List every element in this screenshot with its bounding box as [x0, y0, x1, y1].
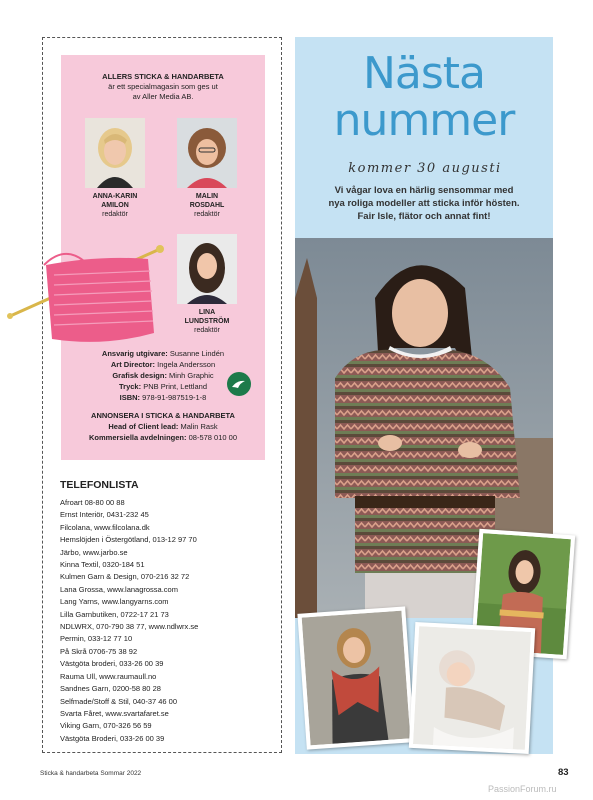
phone-list-item: Lilla Garnbutiken, 0722-17 21 73: [60, 609, 169, 619]
ads-value: Malin Rask: [180, 422, 218, 431]
phone-list-item: På Skrå 0706-75 38 92: [60, 646, 138, 656]
phone-list-item: Ernst Interiör, 0431-232 45: [60, 510, 149, 520]
editor-photo: [177, 118, 237, 188]
editor-role: redaktör: [102, 211, 128, 218]
phone-list-title: TELEFONLISTA: [60, 479, 139, 491]
publisher-name: ALLERS STICKA & HANDARBETA: [102, 72, 224, 81]
credit-label: Ansvarig utgivare:: [101, 349, 168, 358]
editor-lastname: ROSDAHL: [189, 202, 225, 209]
editor-photo: [177, 234, 237, 304]
publisher-line: av Aller Media AB.: [132, 92, 194, 101]
editor-card: [172, 118, 242, 219]
thumbnail-red-scarf: [297, 606, 414, 749]
next-issue-title: [295, 50, 553, 144]
phone-list-item: Sandnes Garn, 0200-58 80 28: [60, 684, 161, 694]
phone-list-item: Svarta Fåret, www.svartafaret.se: [60, 708, 169, 718]
magazine-footer: Sticka & handarbeta Sommar 2022: [40, 770, 142, 777]
phone-list-item: Lana Grossa, www.lanagrossa.com: [60, 584, 178, 594]
credit-label: Tryck:: [119, 382, 142, 391]
advertising-block: [61, 410, 265, 443]
credit-label: Art Director:: [110, 360, 156, 369]
editor-firstname: MALIN: [195, 193, 219, 200]
credit-label: Grafisk design:: [112, 371, 167, 380]
editor-lastname: AMILON: [101, 202, 129, 209]
title-line: Nästa: [362, 48, 485, 99]
editor-card: [172, 234, 242, 335]
ads-label: Kommersiella avdelningen:: [88, 433, 187, 442]
phone-list-item: Hemslöjden i Östergötland, 013-12 97 70: [60, 535, 197, 545]
credit-value: PNB Print, Lettland: [143, 382, 207, 391]
editor-role: redaktör: [194, 327, 220, 334]
teaser-line: nya roliga modeller att sticka inför hösten.: [328, 198, 520, 209]
phone-list-item: Selfmade/Stoff & Stil, 040-37 46 00: [60, 696, 178, 706]
publisher-line: är ett specialmagasin som ges ut: [108, 82, 218, 91]
publisher-info: [61, 72, 265, 102]
teaser-line: Fair Isle, flätor och annat fint!: [357, 211, 491, 222]
ads-title: ANNONSERA I STICKA & HANDARBETA: [91, 411, 235, 420]
knitting-illustration: [4, 235, 164, 355]
credit-value: 978-91-987519-1-8: [142, 393, 207, 402]
editor-lastname: LUNDSTRÖM: [184, 318, 230, 325]
ads-value: 08-578 010 00: [188, 433, 237, 442]
watermark: PassionForum.ru: [488, 784, 557, 794]
phone-list-item: Västgöta broderi, 033-26 00 39: [60, 659, 164, 669]
credit-value: Susanne Lindén: [169, 349, 225, 358]
phone-list: [60, 497, 198, 745]
editor-role: redaktör: [194, 211, 220, 218]
phone-list-item: Kinna Textil, 0320-184 51: [60, 560, 145, 570]
credit-value: Minh Graphic: [169, 371, 214, 380]
editor-firstname: LINA: [198, 309, 216, 316]
next-issue-teaser: [295, 184, 553, 223]
phone-list-item: Lang Yarns, www.langyarns.com: [60, 597, 169, 607]
phone-list-item: Viking Garn, 070-326 56 59: [60, 721, 152, 731]
phone-list-item: NDLWRX, 070-790 38 77, www.ndlwrx.se: [60, 622, 199, 632]
next-issue-date: kommer 30 augusti: [348, 161, 502, 176]
phone-list-item: Rauma Ull, www.raumaull.no: [60, 671, 157, 681]
editor-firstname: ANNA-KARIN: [92, 193, 138, 200]
page-number: 83: [558, 767, 569, 778]
editor-photo: [85, 118, 145, 188]
editor-card: [80, 118, 150, 219]
title-line: nummer: [333, 95, 515, 146]
phone-list-item: Kulmen Garn & Design, 070-216 32 72: [60, 572, 190, 582]
credit-label: ISBN:: [119, 393, 141, 402]
phone-list-item: Afroart 08-80 00 88: [60, 498, 125, 507]
teaser-line: Vi vågar lova en härlig sensommar med: [334, 185, 514, 196]
phone-list-item: Filcolana, www.filcolana.dk: [60, 522, 150, 532]
phone-list-item: Järbo, www.jarbo.se: [60, 547, 128, 557]
ads-label: Head of Client lead:: [108, 422, 179, 431]
thumbnail-baby-knit: [409, 622, 535, 754]
nordic-swan-ecolabel-icon: [227, 372, 251, 396]
phone-list-item: Västgöta Broderi, 033-26 00 39: [60, 733, 165, 743]
phone-list-item: Permin, 033-12 77 10: [60, 634, 133, 644]
credit-value: Ingela Andersson: [157, 360, 216, 369]
